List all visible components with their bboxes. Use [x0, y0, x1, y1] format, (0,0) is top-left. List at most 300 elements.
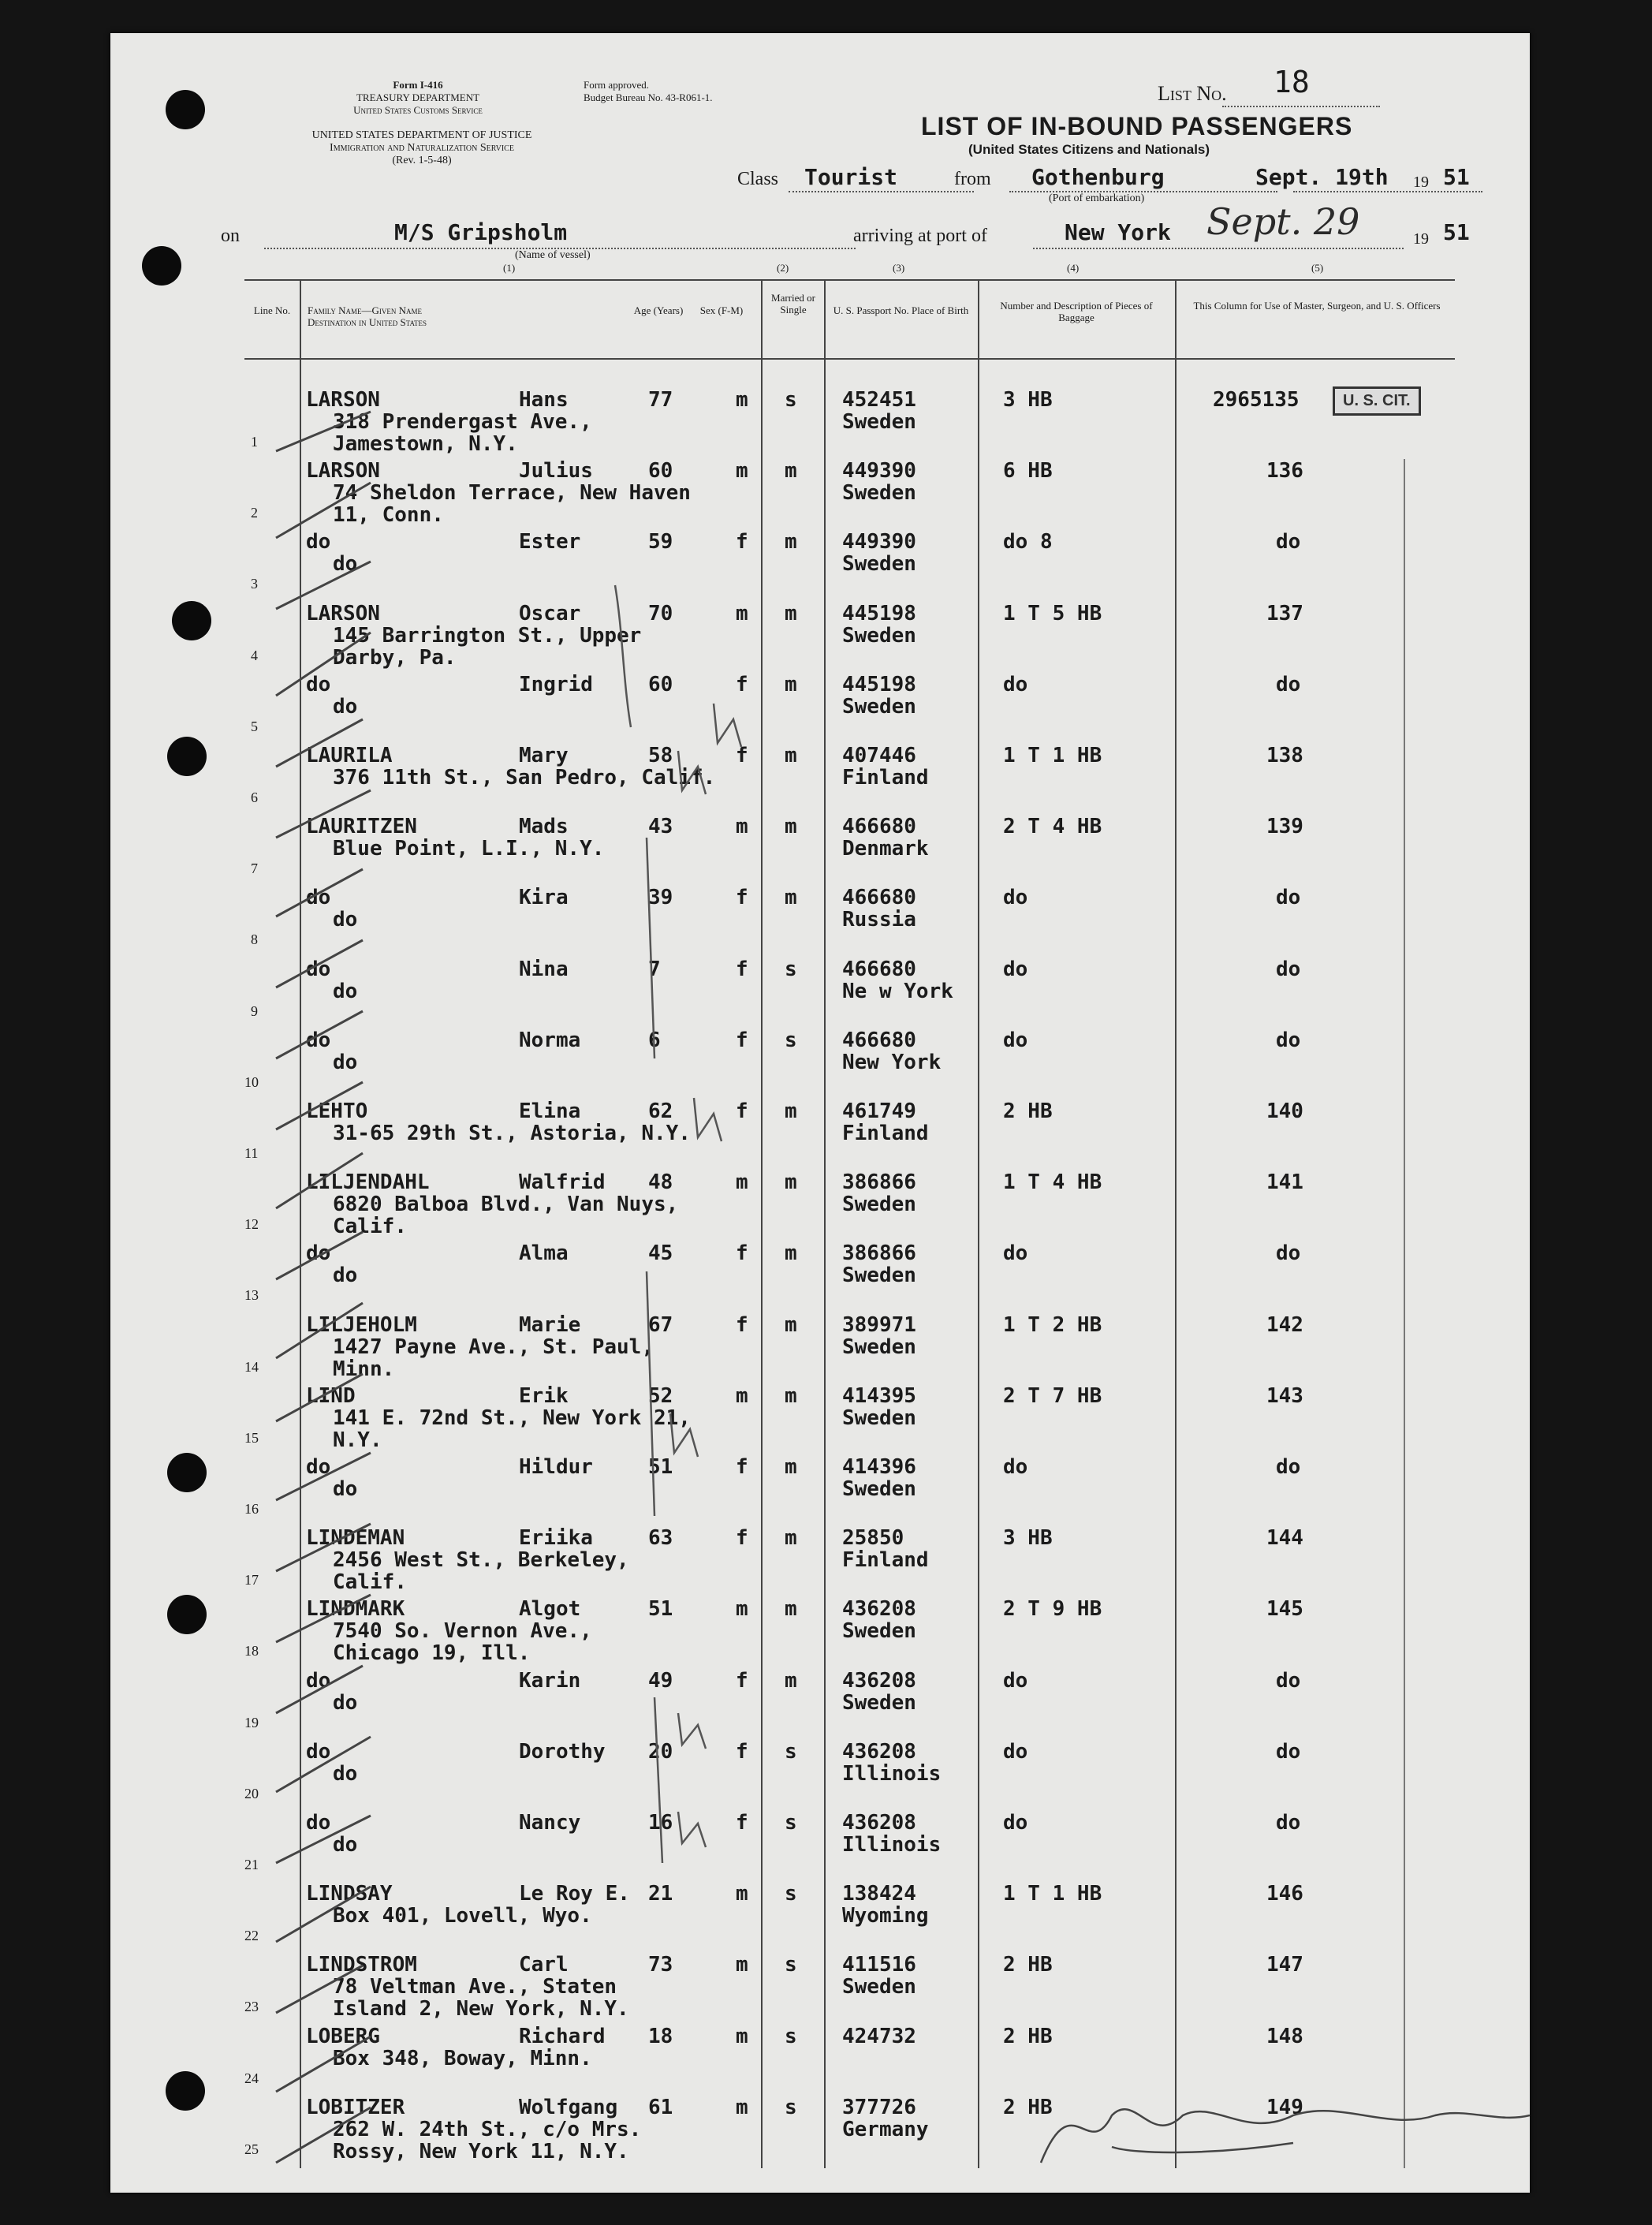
passenger-destination-line1: do — [333, 694, 358, 719]
passenger-line-no: 15 — [244, 1429, 259, 1446]
punch-hole — [166, 2071, 205, 2111]
vessel-name-note: (Name of vessel) — [515, 249, 591, 261]
passenger-age: 62 — [648, 1099, 673, 1123]
passenger-marital-status: s — [785, 1739, 797, 1764]
passenger-destination-line1: 6820 Balboa Blvd., Van Nuys, — [333, 1193, 679, 1217]
passenger-destination-line1: do — [333, 1477, 358, 1501]
officer-notation: 146 — [1266, 1882, 1303, 1906]
punch-hole — [167, 1595, 207, 1634]
passenger-marital-status: s — [785, 1953, 797, 1977]
passenger-marital-status: m — [785, 1668, 797, 1693]
passenger-passport-no: 436208 — [842, 1811, 916, 1835]
passenger-destination-line1: 31-65 29th St., Astoria, N.Y. — [333, 1122, 691, 1145]
passenger-birthplace: Sweden — [842, 1264, 916, 1288]
passenger-passport-no: 461749 — [842, 1099, 916, 1123]
col-divider — [761, 279, 763, 2168]
passenger-given-name: Alma — [519, 1241, 569, 1266]
passenger-line-no: 2 — [251, 505, 258, 521]
passenger-destination-line1: 7540 So. Vernon Ave., — [333, 1619, 592, 1644]
passenger-line-no: 1 — [251, 434, 258, 450]
col-header-baggage: Number and Description of Pieces of Baggage — [1000, 300, 1153, 323]
passenger-passport-no: 466680 — [842, 815, 916, 839]
passenger-passport-no: 452451 — [842, 388, 916, 412]
list-number: 18 — [1273, 65, 1310, 99]
passenger-birthplace: Finland — [842, 1122, 929, 1145]
passenger-line-no: 22 — [244, 1928, 259, 1944]
passenger-marital-status: s — [785, 2024, 797, 2048]
passenger-sex: f — [736, 1739, 748, 1764]
passenger-passport-no: 25850 — [842, 1526, 904, 1551]
officer-notation: do — [1276, 1455, 1301, 1479]
passenger-birthplace: Sweden — [842, 694, 916, 719]
passenger-line-no: 19 — [244, 1714, 259, 1730]
arrival-year: 51 — [1443, 219, 1470, 245]
passenger-sex: f — [736, 1312, 748, 1337]
passenger-line-no: 16 — [244, 1501, 259, 1517]
passenger-line-no: 3 — [251, 576, 258, 592]
passenger-baggage: do — [1003, 957, 1028, 981]
revision-date: (Rev. 1-5-48) — [392, 155, 452, 166]
officer-notation: do — [1276, 1811, 1301, 1835]
passenger-baggage: do — [1003, 1739, 1028, 1764]
passenger-age: 61 — [648, 2095, 673, 2119]
passenger-given-name: Marie — [519, 1312, 581, 1337]
passenger-passport-no: 389971 — [842, 1312, 916, 1337]
passenger-destination-line2: Calif. — [333, 1570, 407, 1595]
passenger-passport-no: 436208 — [842, 1739, 916, 1764]
passenger-age: 18 — [648, 2024, 673, 2048]
passenger-line-no: 11 — [244, 1145, 259, 1161]
col-divider — [1404, 459, 1405, 2168]
passenger-destination-line1: 145 Barrington St., Upper — [333, 623, 642, 648]
passenger-age: 20 — [648, 1739, 673, 1764]
passenger-passport-no: 411516 — [842, 1953, 916, 1977]
us-citizen-stamp: U. S. CIT. — [1333, 386, 1421, 416]
passenger-age: 77 — [648, 388, 673, 412]
col-divider — [300, 279, 301, 2168]
officer-notation: 149 — [1266, 2095, 1303, 2119]
arrival-year-prefix: 19 — [1413, 230, 1429, 248]
passenger-family-name: do — [306, 1455, 331, 1479]
passenger-family-name: LAURITZEN — [306, 815, 417, 839]
col-header-line-no: Line No. — [253, 304, 291, 316]
passenger-birthplace: Sweden — [842, 1690, 916, 1715]
passenger-given-name: Dorothy — [519, 1739, 606, 1764]
passenger-destination-line1: 78 Veltman Ave., Staten — [333, 1975, 617, 1999]
on-label: on — [221, 226, 240, 246]
list-no-label: List No. — [1158, 82, 1227, 105]
officer-notation: 147 — [1266, 1953, 1303, 1977]
passenger-marital-status: m — [785, 601, 797, 625]
passenger-given-name: Le Roy E. — [519, 1882, 630, 1906]
passenger-sex: f — [736, 1668, 748, 1693]
passenger-destination-line1: do — [333, 1833, 358, 1857]
passenger-family-name: LILJENDAHL — [306, 1170, 430, 1195]
passenger-passport-no: 436208 — [842, 1597, 916, 1622]
passenger-given-name: Hildur — [519, 1455, 593, 1479]
passenger-family-name: LINDMARK — [306, 1597, 405, 1622]
passenger-destination-line1: do — [333, 552, 358, 577]
passenger-marital-status: m — [785, 886, 797, 910]
passenger-sex: f — [736, 886, 748, 910]
passenger-sex: m — [736, 388, 748, 412]
passenger-baggage: 1 T 2 HB — [1003, 1312, 1102, 1337]
officer-notation: 141 — [1266, 1170, 1303, 1195]
passenger-age: 16 — [648, 1811, 673, 1835]
passenger-baggage: do — [1003, 1241, 1028, 1266]
passenger-given-name: Erik — [519, 1383, 569, 1408]
depart-year-prefix: 19 — [1413, 174, 1429, 191]
col-num-3: (3) — [893, 262, 905, 274]
passenger-baggage: do — [1003, 1455, 1028, 1479]
passenger-destination-line1: 262 W. 24th St., c/o Mrs. — [333, 2117, 642, 2141]
officer-notation: 2965135 — [1213, 388, 1300, 412]
officer-notation: do — [1276, 1668, 1301, 1693]
passenger-family-name: do — [306, 1668, 331, 1693]
col-header-married: Married or Single — [771, 292, 815, 315]
treasury-dept: TREASURY DEPARTMENT — [356, 91, 480, 103]
passenger-given-name: Mary — [519, 744, 569, 767]
vessel-name: M/S Gripsholm — [394, 219, 568, 245]
officer-notation: 138 — [1266, 744, 1303, 767]
passenger-line-no: 5 — [251, 718, 258, 734]
passenger-line-no: 12 — [244, 1216, 259, 1233]
passenger-passport-no: 414395 — [842, 1383, 916, 1408]
passenger-line-no: 14 — [244, 1358, 259, 1375]
col-header-destination: Destination in United States — [308, 316, 427, 328]
officer-notation: do — [1276, 672, 1301, 696]
passenger-line-no: 7 — [251, 861, 258, 877]
list-no-underline — [1222, 106, 1380, 107]
col-num-2: (2) — [777, 262, 789, 274]
passenger-given-name: Ingrid — [519, 672, 593, 696]
passenger-given-name: Elina — [519, 1099, 581, 1123]
passenger-given-name: Carl — [519, 1953, 569, 1977]
passenger-birthplace: Wyoming — [842, 1904, 929, 1928]
passenger-birthplace: Sweden — [842, 623, 916, 648]
passenger-given-name: Nina — [519, 957, 569, 981]
passenger-baggage: 2 HB — [1003, 1099, 1053, 1123]
passenger-birthplace: Finland — [842, 766, 929, 790]
punch-hole — [142, 246, 181, 286]
passenger-birthplace: Illinois — [842, 1761, 942, 1786]
passenger-destination-line1: 141 E. 72nd St., New York 21, — [333, 1406, 691, 1430]
officer-notation: 143 — [1266, 1383, 1303, 1408]
passenger-baggage: 1 T 1 HB — [1003, 744, 1102, 767]
passenger-passport-no: 466680 — [842, 1028, 916, 1052]
col-header-sex: Sex (F-M) — [699, 304, 744, 316]
passenger-destination-line2: Jamestown, N.Y. — [333, 432, 518, 456]
customs-service: United States Customs Service — [353, 104, 483, 116]
officer-notation: 139 — [1266, 815, 1303, 839]
passenger-destination-line1: Blue Point, L.I., N.Y. — [333, 837, 605, 861]
passenger-family-name: LINDSAY — [306, 1882, 393, 1906]
passenger-birthplace: Sweden — [842, 481, 916, 506]
passenger-baggage: 6 HB — [1003, 459, 1053, 483]
passenger-marital-status: m — [785, 1455, 797, 1479]
punch-hole — [166, 90, 205, 129]
col-num-1: (1) — [503, 262, 516, 274]
passenger-baggage: do — [1003, 1668, 1028, 1693]
passenger-baggage: 3 HB — [1003, 388, 1053, 412]
passenger-destination-line2: Chicago 19, Ill. — [333, 1641, 531, 1666]
depart-date-underline — [1293, 191, 1482, 192]
col-num-4: (4) — [1067, 262, 1080, 274]
passenger-given-name: Kira — [519, 886, 569, 910]
passenger-given-name: Algot — [519, 1597, 581, 1622]
passenger-passport-no: 414396 — [842, 1455, 916, 1479]
passenger-birthplace: Sweden — [842, 1619, 916, 1644]
passenger-line-no: 18 — [244, 1643, 259, 1659]
passenger-baggage: 2 T 4 HB — [1003, 815, 1102, 839]
col-header-family-name: Family Name—Given Name — [308, 304, 422, 316]
passenger-passport-no: 386866 — [842, 1241, 916, 1266]
col-header-name — [308, 304, 568, 328]
passenger-family-name: LEHTO — [306, 1099, 368, 1123]
passenger-passport-no: 407446 — [842, 744, 916, 767]
col-header-passport: U. S. Passport No. Place of Birth — [833, 304, 969, 316]
passenger-given-name: Eriika — [519, 1526, 593, 1551]
passenger-marital-status: s — [785, 1882, 797, 1906]
passenger-sex: f — [736, 672, 748, 696]
passenger-given-name: Norma — [519, 1028, 581, 1052]
passenger-baggage: 1 T 5 HB — [1003, 601, 1102, 625]
arrival-port: New York — [1065, 219, 1171, 245]
punch-hole — [167, 737, 207, 776]
passenger-age: 51 — [648, 1455, 673, 1479]
passenger-line-no: 9 — [251, 1002, 258, 1019]
form-header-left — [292, 79, 544, 117]
passenger-sex: m — [736, 2024, 748, 2048]
passenger-line-no: 24 — [244, 2070, 259, 2086]
passenger-baggage: 3 HB — [1003, 1526, 1053, 1551]
passenger-line-no: 6 — [251, 790, 258, 805]
passenger-age: 60 — [648, 672, 673, 696]
passenger-marital-status: s — [785, 957, 797, 981]
document-subtitle: (United States Citizens and Nationals) — [968, 142, 1210, 157]
col-num-5: (5) — [1311, 262, 1324, 274]
passenger-sex: f — [736, 1241, 748, 1266]
passenger-destination-line1: 318 Prendergast Ave., — [333, 410, 592, 434]
passenger-line-no: 17 — [244, 1572, 259, 1588]
col-header-age: Age (Years) — [633, 304, 684, 316]
document-title: LIST OF IN-BOUND PASSENGERS — [921, 112, 1353, 140]
passenger-sex: f — [736, 1028, 748, 1052]
passenger-destination-line1: 74 Sheldon Terrace, New Haven — [333, 481, 691, 506]
officer-notation: 145 — [1266, 1597, 1303, 1622]
punch-hole — [167, 1453, 207, 1492]
passenger-age: 7 — [648, 957, 661, 981]
form-approval — [584, 79, 820, 104]
passenger-passport-no: 466680 — [842, 886, 916, 910]
passenger-destination-line2: Minn. — [333, 1357, 395, 1381]
passenger-passport-no: 445198 — [842, 601, 916, 625]
passenger-birthplace: Sweden — [842, 1335, 916, 1359]
passenger-destination-line2: 11, Conn. — [333, 503, 444, 528]
officer-notation: do — [1276, 957, 1301, 981]
passenger-age: 21 — [648, 1882, 673, 1906]
officer-notation: do — [1276, 1028, 1301, 1052]
passenger-given-name: Walfrid — [519, 1170, 606, 1195]
passenger-family-name: do — [306, 1739, 331, 1764]
passenger-marital-status: m — [785, 1241, 797, 1266]
passenger-birthplace: Sweden — [842, 1975, 916, 1999]
col-divider — [824, 279, 826, 2168]
passenger-family-name: do — [306, 1811, 331, 1835]
passenger-marital-status: s — [785, 2095, 797, 2119]
form-approved: Form approved. — [584, 79, 650, 91]
passenger-destination-line1: do — [333, 1690, 358, 1715]
passenger-given-name: Hans — [519, 388, 569, 412]
passenger-birthplace: Finland — [842, 1548, 929, 1573]
passenger-baggage: do — [1003, 1811, 1028, 1835]
passenger-sex: f — [736, 1811, 748, 1835]
col-divider — [978, 279, 979, 2168]
from-port-note: (Port of embarkation) — [1049, 192, 1145, 204]
passenger-marital-status: m — [785, 459, 797, 483]
passenger-baggage: do 8 — [1003, 530, 1053, 554]
passenger-age: 6 — [648, 1028, 661, 1052]
passenger-destination-line2: Darby, Pa. — [333, 645, 457, 670]
passenger-birthplace: Sweden — [842, 1193, 916, 1217]
class-underline — [789, 191, 974, 192]
passenger-marital-status: m — [785, 1099, 797, 1123]
passenger-given-name: Ester — [519, 530, 581, 554]
passenger-destination-line1: do — [333, 1264, 358, 1288]
passenger-passport-no: 449390 — [842, 459, 916, 483]
table-top-border — [244, 279, 1455, 281]
passenger-baggage: 2 T 7 HB — [1003, 1383, 1102, 1408]
passenger-family-name: do — [306, 957, 331, 981]
passenger-age: 60 — [648, 459, 673, 483]
passenger-sex: m — [736, 1953, 748, 1977]
officer-notation: 142 — [1266, 1312, 1303, 1337]
passenger-destination-line1: do — [333, 908, 358, 932]
class-label: Class — [737, 169, 779, 189]
passenger-family-name: LINDEMAN — [306, 1526, 405, 1551]
passenger-age: 58 — [648, 744, 673, 767]
passenger-marital-status: m — [785, 1170, 797, 1195]
passenger-line-no: 4 — [251, 647, 258, 663]
passenger-passport-no: 138424 — [842, 1882, 916, 1906]
passenger-age: 59 — [648, 530, 673, 554]
passenger-line-no: 23 — [244, 1999, 259, 2015]
officer-notation: 136 — [1266, 459, 1303, 483]
col-divider — [1175, 279, 1177, 2168]
passenger-birthplace: New York — [842, 1050, 942, 1074]
passenger-family-name: LOBITZER — [306, 2095, 405, 2119]
passenger-baggage: 2 HB — [1003, 1953, 1053, 1977]
passenger-marital-status: s — [785, 1028, 797, 1052]
passenger-birthplace: Sweden — [842, 1406, 916, 1430]
passenger-passport-no: 445198 — [842, 672, 916, 696]
passenger-age: 51 — [648, 1597, 673, 1622]
passenger-passport-no: 449390 — [842, 530, 916, 554]
passenger-sex: m — [736, 815, 748, 839]
passenger-line-no: 10 — [244, 1073, 259, 1090]
passenger-marital-status: s — [785, 1811, 797, 1835]
passenger-line-no: 21 — [244, 1857, 259, 1872]
arrival-date-handwritten: Sept. 29 — [1206, 200, 1360, 243]
passenger-baggage: 1 T 4 HB — [1003, 1170, 1102, 1195]
class-value: Tourist — [804, 164, 898, 190]
port-underline — [1033, 248, 1404, 249]
passenger-age: 43 — [648, 815, 673, 839]
officer-notation: 144 — [1266, 1526, 1303, 1551]
passenger-birthplace: Germany — [842, 2117, 929, 2141]
passenger-birthplace: Russia — [842, 908, 916, 932]
passenger-family-name: LARSON — [306, 459, 380, 483]
passenger-marital-status: m — [785, 744, 797, 767]
officer-notation: 148 — [1266, 2024, 1303, 2048]
passenger-passport-no: 377726 — [842, 2095, 916, 2119]
passenger-marital-status: m — [785, 672, 797, 696]
passenger-age: 39 — [648, 886, 673, 910]
passenger-family-name: LARSON — [306, 601, 380, 625]
passenger-birthplace: Sweden — [842, 410, 916, 434]
passenger-passport-no: 386866 — [842, 1170, 916, 1195]
passenger-baggage: 2 T 9 HB — [1003, 1597, 1102, 1622]
passenger-family-name: do — [306, 672, 331, 696]
passenger-sex: f — [736, 957, 748, 981]
passenger-baggage: do — [1003, 886, 1028, 910]
passenger-age: 45 — [648, 1241, 673, 1266]
budget-bureau: Budget Bureau No. 43-R061-1. — [584, 91, 713, 103]
passenger-line-no: 20 — [244, 1785, 259, 1801]
passenger-marital-status: m — [785, 1597, 797, 1622]
passenger-destination-line2: Island 2, New York, N.Y. — [333, 1997, 629, 2022]
justice-dept — [237, 129, 607, 167]
arriving-label: arriving at port of — [853, 226, 987, 246]
passenger-destination-line2: Calif. — [333, 1215, 407, 1239]
passenger-destination-line2: N.Y. — [333, 1428, 382, 1452]
passenger-destination-line1: 376 11th St., San Pedro, Calif. — [333, 766, 716, 790]
passenger-given-name: Nancy — [519, 1811, 581, 1835]
passenger-birthplace: Denmark — [842, 837, 929, 861]
passenger-passport-no: 436208 — [842, 1668, 916, 1693]
passenger-given-name: Karin — [519, 1668, 581, 1693]
passenger-family-name: do — [306, 1028, 331, 1052]
passenger-baggage: 2 HB — [1003, 2024, 1053, 2048]
officer-notation: 140 — [1266, 1099, 1303, 1123]
from-label: from — [954, 169, 991, 189]
passenger-sex: m — [736, 1170, 748, 1195]
passenger-marital-status: m — [785, 1526, 797, 1551]
from-port: Gothenburg — [1031, 164, 1165, 190]
passenger-baggage: 2 HB — [1003, 2095, 1053, 2119]
punch-hole — [172, 601, 211, 640]
passenger-family-name: LAURILA — [306, 744, 393, 767]
passenger-destination-line1: 2456 West St., Berkeley, — [333, 1548, 629, 1573]
passenger-marital-status: m — [785, 530, 797, 554]
passenger-family-name: do — [306, 530, 331, 554]
officer-notation: do — [1276, 530, 1301, 554]
passenger-sex: m — [736, 1597, 748, 1622]
passenger-age: 73 — [648, 1953, 673, 1977]
passenger-line-no: 25 — [244, 2141, 259, 2157]
passenger-sex: f — [736, 1455, 748, 1479]
officer-notation: do — [1276, 1241, 1301, 1266]
passenger-birthplace: Ne w York — [842, 979, 953, 1003]
passenger-passport-no: 466680 — [842, 957, 916, 981]
passenger-birthplace: Sweden — [842, 1477, 916, 1501]
passenger-marital-status: s — [785, 388, 797, 412]
departure-date: Sept. 19th — [1255, 164, 1389, 190]
passenger-sex: f — [736, 1526, 748, 1551]
passenger-age: 49 — [648, 1668, 673, 1693]
passenger-birthplace: Sweden — [842, 552, 916, 577]
passenger-sex: f — [736, 530, 748, 554]
